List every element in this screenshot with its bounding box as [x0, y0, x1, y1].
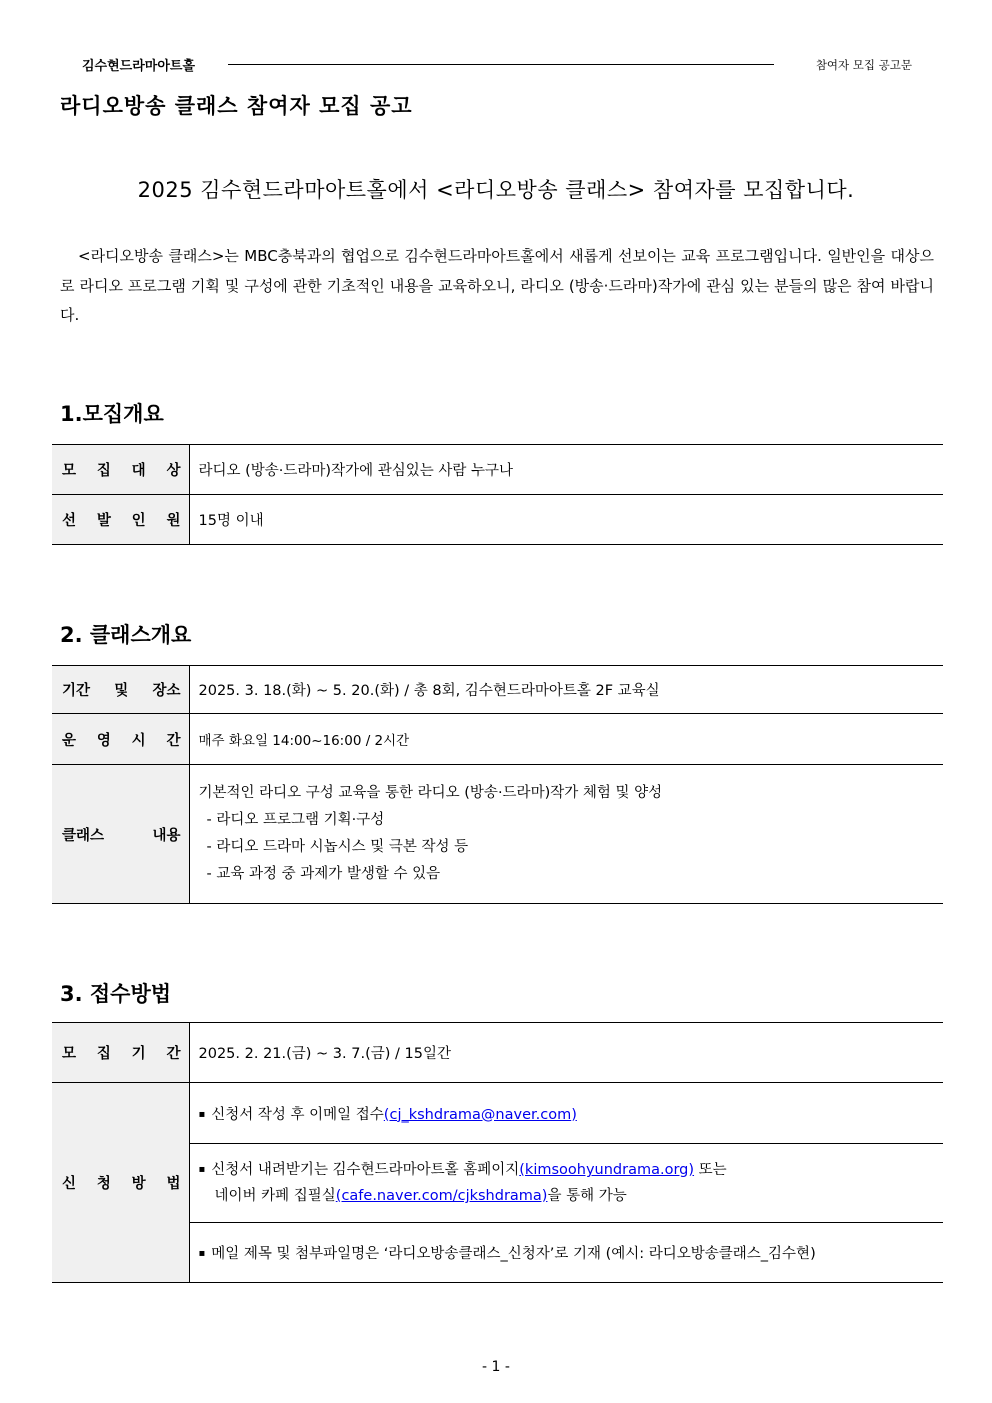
intro-text: <라디오방송 클래스>는 MBC충북과의 협업으로 김수현드라마아트홀에서 새롭게 선보이는 교육 프로그램입니다. 일반인을 대상으로 라디오 프로그램 기획 및 구성에 관한 기초적인 내용을 교육하오니, 라디오 (방송·드라마)작가에 관심 있는 분들의 많은 참여 바랍니다. — [60, 247, 934, 324]
content-item: - 교육 과정 중 과제가 발생할 수 있음 — [206, 866, 441, 882]
recruit-period-label: 모 집 기 간 — [52, 1023, 189, 1083]
section2-heading: 2. 클래스개요 — [60, 623, 192, 647]
recruit-period-value: 2025. 2. 21.(금) ~ 3. 7.(금) / 15일간 — [189, 1023, 943, 1083]
download-text: 신청서 내려받기는 김수현드라마아트홀 홈페이지 — [211, 1162, 520, 1178]
cafe-post: 을 통해 가능 — [547, 1188, 627, 1204]
table-row — [52, 495, 943, 545]
content-value — [189, 765, 943, 904]
cafe-link[interactable]: (cafe.naver.com/cjkshdrama) — [335, 1188, 548, 1204]
content-label: 클래스 내용 — [52, 765, 189, 904]
intro-paragraph — [60, 242, 934, 331]
header-doc-type: 참여자 모집 공고문 — [815, 58, 912, 72]
table-row — [52, 445, 943, 495]
download-line-2 — [199, 1183, 935, 1209]
header-rule — [228, 64, 774, 65]
class-overview-table — [52, 665, 943, 904]
section1-heading: 1.모집개요 — [60, 402, 164, 426]
headline: 2025 김수현드라마아트홀에서 <라디오방송 클래스> 참여자를 모집합니다. — [137, 178, 855, 202]
row-label: 선 발 인 원 — [52, 495, 189, 545]
method-label: 신 청 방 법 — [52, 1083, 189, 1283]
table-row — [52, 1023, 943, 1083]
table-row — [52, 1083, 943, 1144]
period-label: 기간 및 장소 — [52, 666, 189, 714]
method-mail-title — [189, 1223, 943, 1283]
header-org: 김수현드라마아트홀 — [82, 59, 196, 74]
period-value: 2025. 3. 18.(화) ~ 5. 20.(화) / 총 8회, 김수현드라마아트홀 2F 교육실 — [189, 666, 943, 714]
table-row — [52, 666, 943, 714]
mail-title-text: 메일 제목 및 첨부파일명은 ‘라디오방송클래스_신청자’로 기재 (예시: 라디오방송클래스_김수현) — [211, 1246, 816, 1262]
time-label: 운 영 시 간 — [52, 714, 189, 765]
content-main: 기본적인 라디오 구성 교육을 통한 라디오 (방송·드라마)작가 체험 및 양성 — [198, 785, 663, 801]
section3-heading: 3. 접수방법 — [60, 982, 172, 1006]
email-link[interactable]: cj_kshdrama@naver.com — [389, 1106, 572, 1123]
row-value: 15명 이내 — [189, 495, 943, 545]
bullet-icon: ▪ — [198, 1164, 206, 1175]
download-or: 또는 — [694, 1162, 727, 1178]
content-item: - 라디오 프로그램 기획·구성 — [206, 812, 385, 828]
table-row — [52, 714, 943, 765]
method-email-text: 신청서 작성 후 이메일 접수 — [211, 1106, 384, 1123]
application-table — [52, 1022, 943, 1283]
download-line-1 — [199, 1157, 935, 1183]
email-link-open[interactable]: ( — [383, 1106, 390, 1123]
method-download — [189, 1144, 943, 1223]
email-link-close[interactable]: ) — [571, 1106, 577, 1123]
homepage-link[interactable]: (kimsoohyundrama.org) — [519, 1162, 695, 1178]
method-email — [189, 1083, 943, 1144]
bullet-icon: ▪ — [198, 1108, 206, 1120]
bullet-icon: ▪ — [198, 1248, 206, 1259]
row-label: 모 집 대 상 — [52, 445, 189, 495]
page-number: - 1 - — [482, 1359, 510, 1375]
content-item: - 라디오 드라마 시놉시스 및 극본 작성 등 — [206, 839, 469, 855]
table-row — [52, 765, 943, 904]
row-value: 라디오 (방송·드라마)작가에 관심있는 사람 누구나 — [189, 445, 943, 495]
cafe-text: 네이버 카페 집필실 — [214, 1188, 336, 1204]
document-title: 라디오방송 클래스 참여자 모집 공고 — [60, 94, 413, 118]
recruitment-table — [52, 444, 943, 545]
time-value: 매주 화요일 14:00~16:00 / 2시간 — [189, 714, 943, 765]
